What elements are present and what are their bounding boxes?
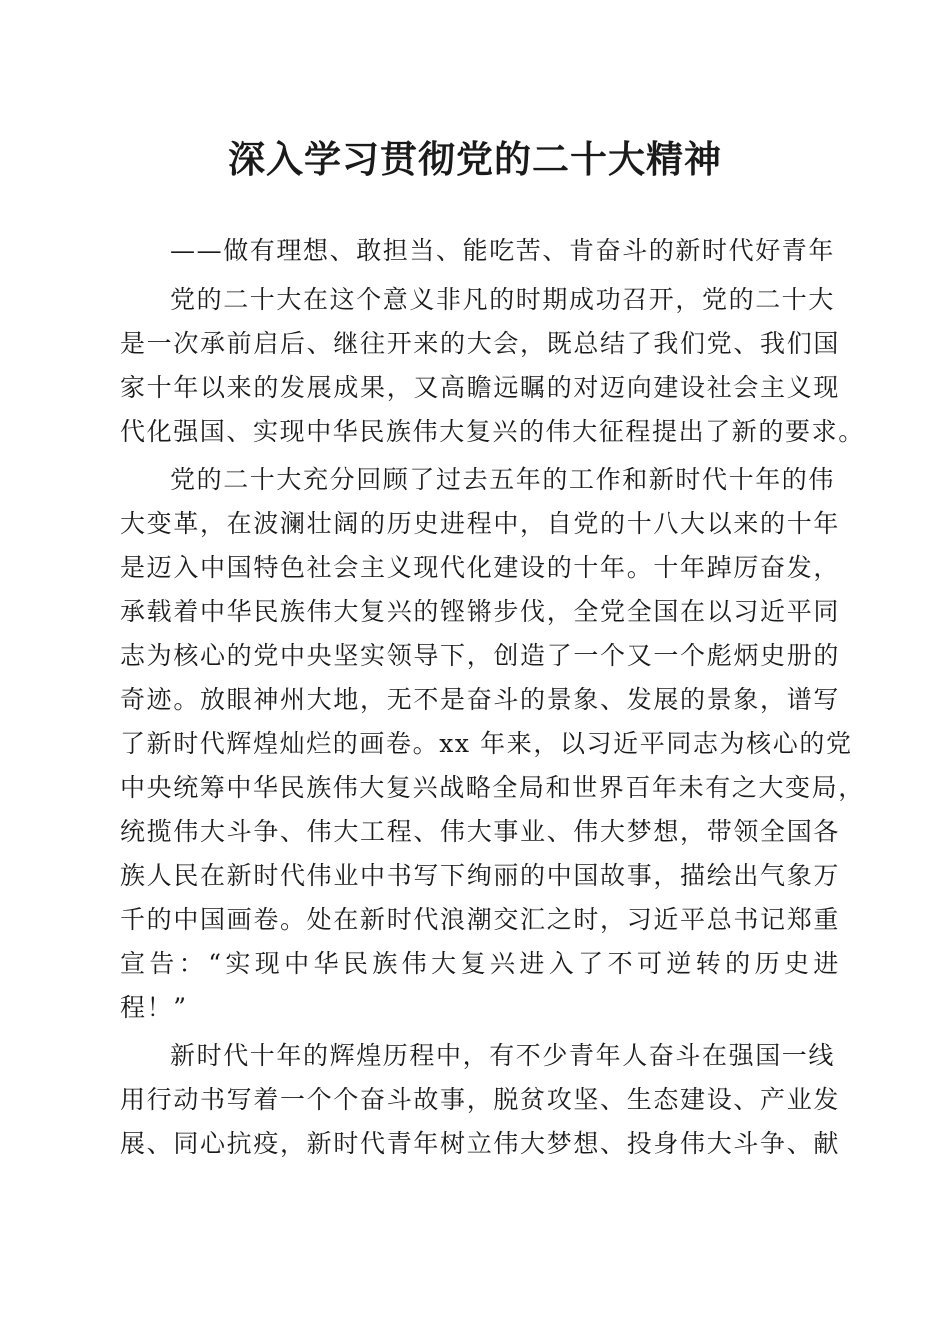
paragraph-line: 志为核心的党中央坚实领导下，创造了一个又一个彪炳史册的 xyxy=(120,641,840,670)
paragraph-line: 族人民在新时代伟业中书写下绚丽的中国故事，描绘出气象万 xyxy=(120,861,840,890)
paragraph-line: 了新时代辉煌灿烂的画卷。xx 年来，以习近平同志为核心的党 xyxy=(120,729,853,758)
document-title: 深入学习贯彻党的二十大精神 xyxy=(228,137,722,181)
paragraph-line: 大变革，在波澜壮阔的历史进程中，自党的十八大以来的十年 xyxy=(120,509,840,538)
paragraph-line: 千的中国画卷。处在新时代浪潮交汇之时，习近平总书记郑重 xyxy=(120,905,840,934)
paragraph-line: 家十年以来的发展成果，又高瞻远瞩的对迈向建设社会主义现 xyxy=(120,373,840,402)
paragraph-line: 程！” xyxy=(120,993,188,1022)
paragraph-line: 党的二十大充分回顾了过去五年的工作和新时代十年的伟 xyxy=(170,465,836,494)
paragraph-line: 新时代十年的辉煌历程中，有不少青年人奋斗在强国一线 xyxy=(170,1041,836,1070)
paragraph-line: 用行动书写着一个个奋斗故事，脱贫攻坚、生态建设、产业发 xyxy=(120,1085,840,1114)
paragraph-line: 代化强国、实现中华民族伟大复兴的伟大征程提出了新的要求。 xyxy=(120,417,865,446)
paragraph-line: 党的二十大在这个意义非凡的时期成功召开，党的二十大 xyxy=(170,285,836,314)
document-subtitle: ——做有理想、敢担当、能吃苦、肯奋斗的新时代好青年 xyxy=(170,236,836,265)
paragraph-line: 统揽伟大斗争、伟大工程、伟大事业、伟大梦想，带领全国各 xyxy=(120,817,840,846)
paragraph-line: 是迈入中国特色社会主义现代化建设的十年。十年踔厉奋发， xyxy=(120,553,840,582)
paragraph-line: 是一次承前启后、继往开来的大会，既总结了我们党、我们国 xyxy=(120,329,840,358)
paragraph-line: 宣告：“实现中华民族伟大复兴进入了不可逆转的历史进 xyxy=(120,949,840,978)
paragraph-line: 展、同心抗疫，新时代青年树立伟大梦想、投身伟大斗争、献 xyxy=(120,1129,840,1158)
paragraph-line: 承载着中华民族伟大复兴的铿锵步伐，全党全国在以习近平同 xyxy=(120,597,840,626)
paragraph-line: 奇迹。放眼神州大地，无不是奋斗的景象、发展的景象，谱写 xyxy=(120,685,840,714)
paragraph-line: 中央统筹中华民族伟大复兴战略全局和世界百年未有之大变局， xyxy=(120,773,865,802)
